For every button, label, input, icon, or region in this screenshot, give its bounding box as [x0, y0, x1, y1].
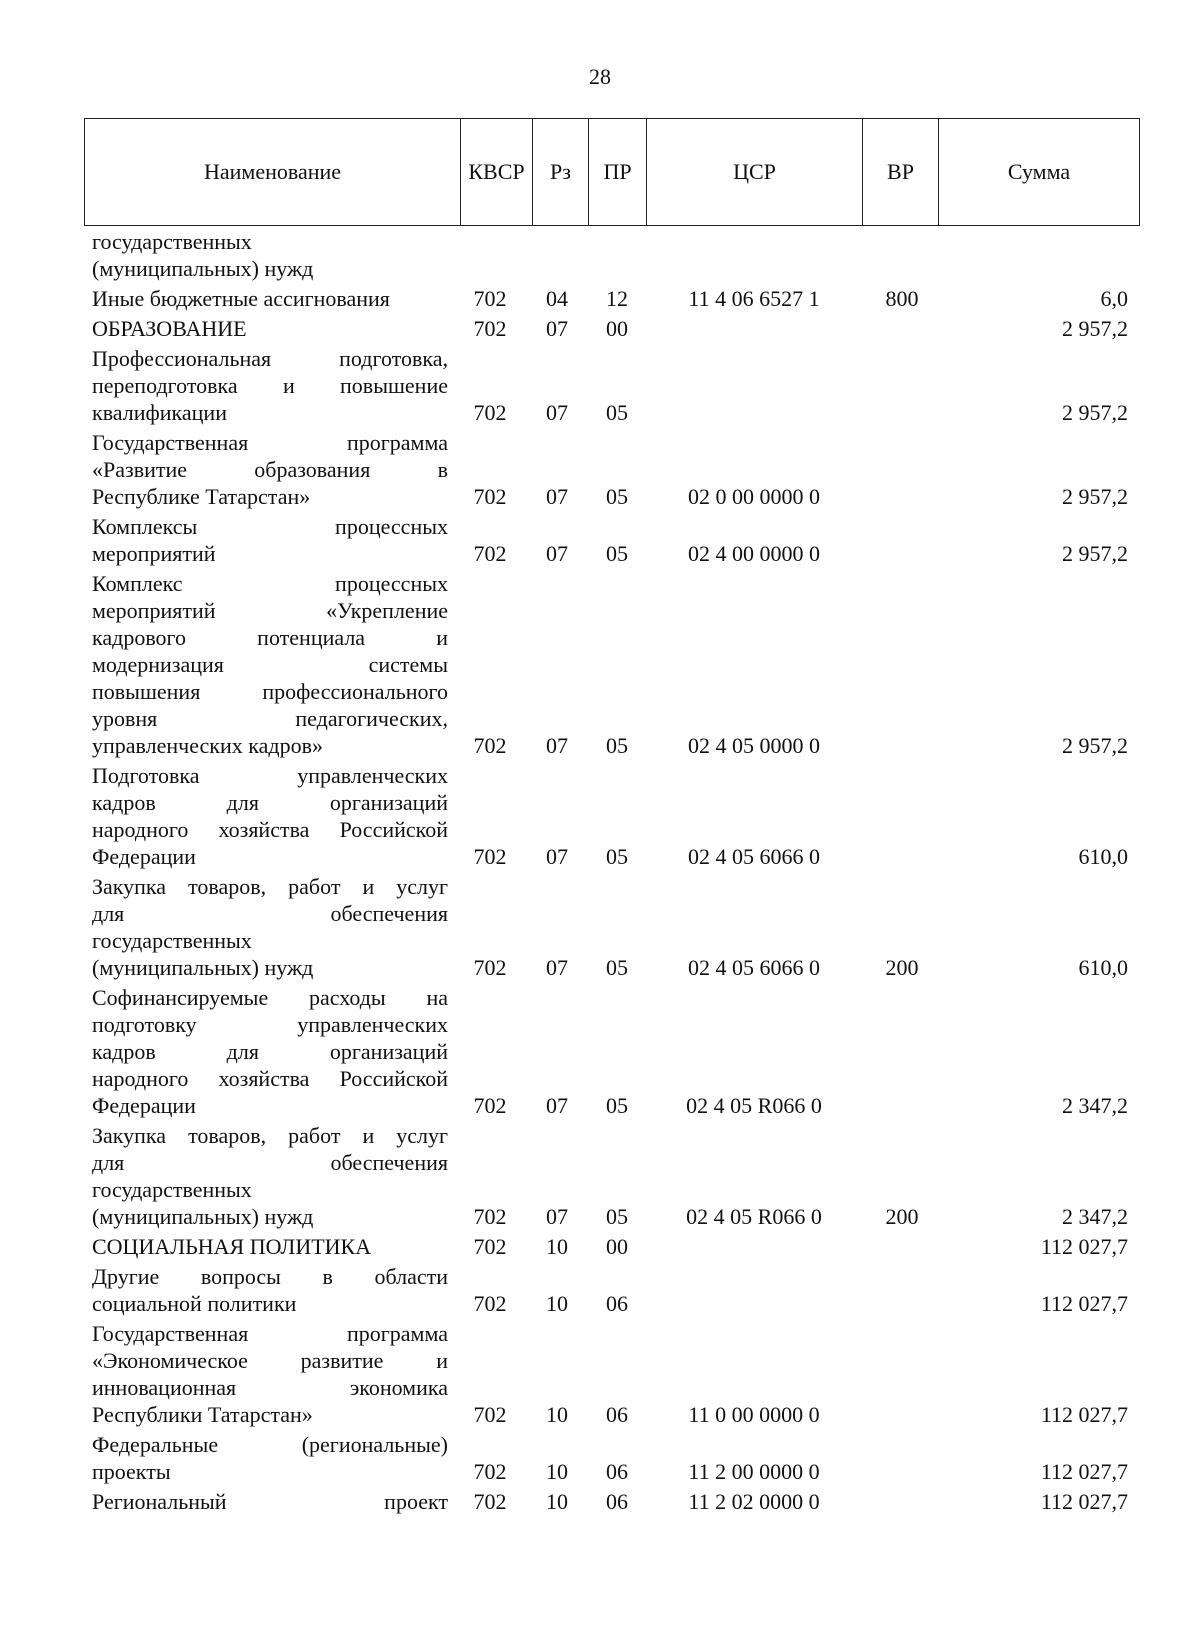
cell-pr: 06	[606, 1489, 628, 1514]
header-csr: ЦСР	[647, 119, 863, 225]
cell-pr: 06	[606, 1291, 628, 1316]
row-name-line: переподготовка и повышение	[92, 373, 448, 398]
cell-rz: 10	[546, 1234, 568, 1259]
row-name	[92, 1233, 448, 1260]
row-name	[92, 873, 448, 981]
cell-csr: 11 2 00 0000 0	[688, 1459, 820, 1484]
row-name-line: Комплекс процессных	[92, 571, 448, 596]
row-name	[92, 1263, 448, 1317]
cell-rz: 07	[546, 1204, 568, 1229]
cell-kvsr: 702	[473, 484, 507, 509]
cell-sum: 6,0	[1100, 286, 1128, 311]
cell-kvsr: 702	[473, 286, 507, 311]
page-number: 28	[589, 64, 611, 89]
cell-rz: 07	[546, 541, 568, 566]
cell-rz: 07	[546, 316, 568, 341]
table-row	[0, 345, 1200, 426]
table-row	[0, 1233, 1200, 1260]
cell-pr: 06	[606, 1402, 628, 1427]
row-name-line: (муниципальных) нужд	[92, 256, 314, 281]
row-name	[92, 429, 448, 510]
cell-kvsr: 702	[473, 1234, 507, 1259]
row-name	[92, 285, 448, 312]
row-name-line: модернизация системы	[92, 652, 448, 677]
cell-rz: 07	[546, 844, 568, 869]
cell-sum: 112 027,7	[1040, 1402, 1128, 1427]
row-name	[92, 228, 448, 282]
cell-sum: 112 027,7	[1040, 1234, 1128, 1259]
row-name-line: (муниципальных) нужд	[92, 955, 314, 980]
row-name	[92, 1122, 448, 1230]
cell-kvsr: 702	[473, 1093, 507, 1118]
cell-csr: 11 2 02 0000 0	[688, 1489, 820, 1514]
row-name-line: Региональный проект	[92, 1489, 448, 1514]
row-name	[92, 1488, 448, 1515]
row-name-line: инновационная экономика	[92, 1375, 448, 1400]
table-row	[0, 762, 1200, 870]
cell-rz: 07	[546, 955, 568, 980]
table-row	[0, 1263, 1200, 1317]
row-name-line: народного хозяйства Российской	[92, 817, 448, 842]
cell-sum: 2 347,2	[1062, 1204, 1128, 1229]
table-row	[0, 984, 1200, 1119]
cell-sum: 112 027,7	[1040, 1489, 1128, 1514]
cell-pr: 05	[606, 400, 628, 425]
cell-rz: 04	[546, 286, 568, 311]
header-rz: Рз	[533, 119, 589, 225]
cell-sum: 610,0	[1078, 844, 1128, 869]
cell-csr: 02 4 05 0000 0	[688, 733, 820, 758]
cell-vr: 200	[885, 1204, 919, 1229]
cell-kvsr: 702	[473, 733, 507, 758]
header-sum: Сумма	[1007, 159, 1071, 184]
row-name-line: для обеспечения	[92, 1150, 448, 1175]
row-name-line: квалификации	[92, 400, 227, 425]
row-name	[92, 984, 448, 1119]
row-name	[92, 345, 448, 426]
row-name	[92, 762, 448, 870]
row-name-line: Иные бюджетные ассигнования	[92, 286, 390, 311]
row-name-line: Государственная программа	[92, 1321, 448, 1346]
row-name-line: государственных	[92, 928, 252, 953]
row-name-line: управленческих кадров»	[92, 733, 323, 758]
row-name-line: социальной политики	[92, 1291, 297, 1316]
cell-sum: 112 027,7	[1040, 1291, 1128, 1316]
cell-csr: 11 4 06 6527 1	[688, 286, 820, 311]
cell-kvsr: 702	[473, 1489, 507, 1514]
row-name-line: (муниципальных) нужд	[92, 1204, 314, 1229]
cell-sum: 2 957,2	[1062, 484, 1128, 509]
header-kvsr: КВСР	[461, 119, 533, 225]
table-header	[84, 118, 1140, 226]
row-name-line: Другие вопросы в области	[92, 1264, 448, 1289]
header-vr: ВР	[863, 119, 939, 225]
row-name-line: подготовку управленческих	[92, 1012, 448, 1037]
cell-kvsr: 702	[473, 1204, 507, 1229]
row-name-line: Республике Татарстан»	[92, 484, 311, 509]
table-row	[0, 570, 1200, 759]
cell-vr: 800	[885, 286, 919, 311]
table-row	[0, 873, 1200, 981]
header-name: Наименование	[85, 119, 461, 225]
row-name-line: Комплексы процессных	[92, 514, 448, 539]
row-name	[92, 513, 448, 567]
cell-rz: 10	[546, 1402, 568, 1427]
cell-rz: 10	[546, 1291, 568, 1316]
cell-kvsr: 702	[473, 400, 507, 425]
cell-pr: 05	[606, 1204, 628, 1229]
cell-csr: 02 4 00 0000 0	[688, 541, 820, 566]
table-row	[0, 513, 1200, 567]
cell-pr: 00	[606, 316, 628, 341]
cell-csr: 02 0 00 0000 0	[688, 484, 820, 509]
row-name-line: кадров для организаций	[92, 790, 448, 815]
row-name	[92, 1431, 448, 1485]
cell-sum: 2 957,2	[1062, 400, 1128, 425]
cell-pr: 05	[606, 541, 628, 566]
cell-rz: 07	[546, 400, 568, 425]
row-name	[92, 570, 448, 759]
cell-pr: 00	[606, 1234, 628, 1259]
row-name-line: Федеральные (региональные)	[92, 1432, 448, 1457]
cell-kvsr: 702	[473, 1291, 507, 1316]
table-row	[0, 315, 1200, 342]
cell-kvsr: 702	[473, 1402, 507, 1427]
cell-sum: 2 957,2	[1062, 316, 1128, 341]
cell-csr: 11 0 00 0000 0	[688, 1402, 820, 1427]
row-name-line: народного хозяйства Российской	[92, 1066, 448, 1091]
table-row	[0, 1320, 1200, 1428]
row-name-line: кадров для организаций	[92, 1039, 448, 1064]
table-row	[0, 429, 1200, 510]
cell-pr: 05	[606, 733, 628, 758]
row-name-line: Федерации	[92, 844, 196, 869]
cell-rz: 07	[546, 484, 568, 509]
cell-rz: 10	[546, 1459, 568, 1484]
row-name-line: государственных	[92, 229, 252, 254]
cell-rz: 07	[546, 733, 568, 758]
cell-sum: 112 027,7	[1040, 1459, 1128, 1484]
cell-csr: 02 4 05 6066 0	[688, 844, 820, 869]
cell-sum: 610,0	[1078, 955, 1128, 980]
cell-kvsr: 702	[473, 955, 507, 980]
cell-csr: 02 4 05 R066 0	[686, 1204, 822, 1229]
row-name-line: Закупка товаров, работ и услуг	[92, 874, 448, 899]
cell-pr: 12	[606, 286, 628, 311]
cell-csr: 02 4 05 6066 0	[688, 955, 820, 980]
row-name-line: Подготовка управленческих	[92, 763, 448, 788]
row-name-line: Федерации	[92, 1093, 196, 1118]
row-name-line: «Экономическое развитие и	[92, 1348, 448, 1373]
row-name-line: СОЦИАЛЬНАЯ ПОЛИТИКА	[92, 1234, 372, 1259]
row-name-line: кадрового потенциала и	[92, 625, 448, 650]
row-name-line: Государственная программа	[92, 430, 448, 455]
cell-sum: 2 957,2	[1062, 733, 1128, 758]
cell-vr: 200	[885, 955, 919, 980]
row-name-line: повышения профессионального	[92, 679, 448, 704]
row-name-line: мероприятий «Укрепление	[92, 598, 448, 623]
cell-pr: 06	[606, 1459, 628, 1484]
cell-pr: 05	[606, 1093, 628, 1118]
row-name-line: уровня педагогических,	[92, 706, 448, 731]
row-name-line: для обеспечения	[92, 901, 448, 926]
cell-kvsr: 702	[473, 844, 507, 869]
table-row	[0, 1122, 1200, 1230]
row-name	[92, 315, 448, 342]
row-name-line: Республики Татарстан»	[92, 1402, 313, 1427]
cell-rz: 10	[546, 1489, 568, 1514]
table-row	[0, 285, 1200, 312]
table-row	[0, 228, 1200, 282]
row-name-line: проекты	[92, 1459, 171, 1484]
cell-sum: 2 957,2	[1062, 541, 1128, 566]
cell-sum: 2 347,2	[1062, 1093, 1128, 1118]
cell-kvsr: 702	[473, 316, 507, 341]
cell-kvsr: 702	[473, 541, 507, 566]
row-name-line: ОБРАЗОВАНИЕ	[92, 316, 247, 341]
cell-pr: 05	[606, 844, 628, 869]
table-row	[0, 1431, 1200, 1485]
table-row	[0, 1488, 1200, 1515]
row-name-line: мероприятий	[92, 541, 216, 566]
row-name	[92, 1320, 448, 1428]
row-name-line: «Развитие образования в	[92, 457, 448, 482]
cell-csr: 02 4 05 R066 0	[686, 1093, 822, 1118]
cell-kvsr: 702	[473, 1459, 507, 1484]
row-name-line: государственных	[92, 1177, 252, 1202]
row-name-line: Профессиональная подготовка,	[92, 346, 448, 371]
row-name-line: Закупка товаров, работ и услуг	[92, 1123, 448, 1148]
cell-pr: 05	[606, 955, 628, 980]
row-name-line: Софинансируемые расходы на	[92, 985, 448, 1010]
header-pr: ПР	[589, 119, 647, 225]
cell-pr: 05	[606, 484, 628, 509]
cell-rz: 07	[546, 1093, 568, 1118]
